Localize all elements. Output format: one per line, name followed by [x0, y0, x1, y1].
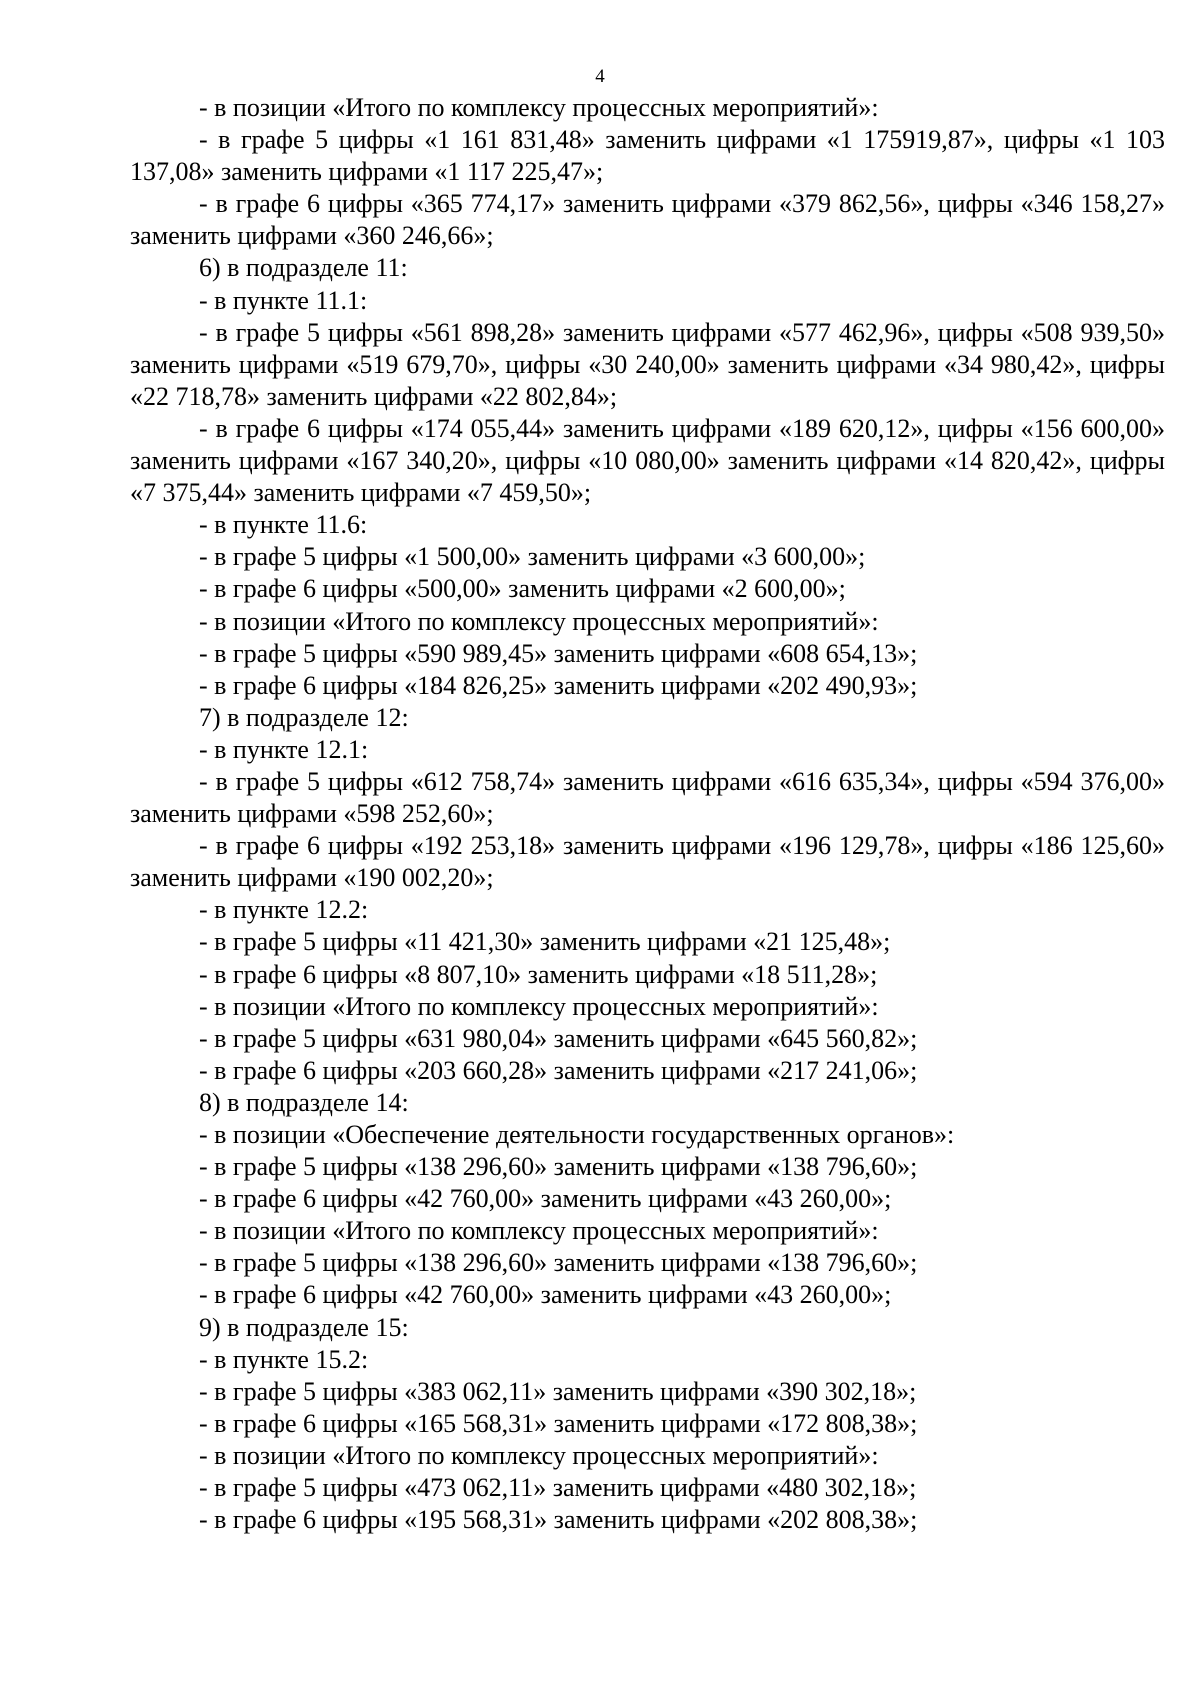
paragraph-graph6-amendment: - в графе 6 цифры «8 807,10» заменить цифрами «18 511,28»;: [199, 959, 878, 989]
paragraph-graph5-amendment: - в графе 5 цифры «1 161 831,48» заменить цифрами «1 175919,87», цифры «1 103 137,08» заменить цифрами «1 117 225,47»;: [130, 125, 1165, 187]
document-body: [130, 92, 1165, 1536]
paragraph-graph5-amendment: - в графе 5 цифры «631 980,04» заменить цифрами «645 560,82»;: [199, 1023, 918, 1053]
paragraph-graph5-amendment: - в графе 5 цифры «561 898,28» заменить цифрами «577 462,96», цифры «508 939,50» заменить цифрами «519 679,70», цифры «30 240,00» заменить цифрами «34 980,42», цифры «22 718,78» заменить цифрами «22 802,84»;: [130, 317, 1165, 411]
paragraph-graph5-amendment: - в графе 5 цифры «473 062,11» заменить цифрами «480 302,18»;: [199, 1473, 917, 1503]
paragraph-itogo-header: - в позиции «Итого по комплексу процессных мероприятий»:: [199, 1440, 879, 1470]
paragraph-itogo-header: - в позиции «Итого по комплексу процессных мероприятий»:: [199, 991, 879, 1021]
paragraph-graph5-amendment: - в графе 5 цифры «590 989,45» заменить цифрами «608 654,13»;: [199, 638, 918, 668]
paragraph-graph5-amendment: - в графе 5 цифры «1 500,00» заменить цифрами «3 600,00»;: [199, 542, 866, 572]
paragraph-subsection-heading: 7) в подразделе 12:: [199, 702, 409, 732]
paragraph-itogo-header: - в позиции «Итого по комплексу процессных мероприятий»:: [199, 93, 879, 122]
paragraph-item-heading: - в пункте 11.1:: [199, 285, 368, 315]
paragraph-graph6-amendment: - в графе 6 цифры «195 568,31» заменить цифрами «202 808,38»;: [199, 1505, 918, 1535]
paragraph-graph6-amendment: - в графе 6 цифры «365 774,17» заменить цифрами «379 862,56», цифры «346 158,27» заменить цифрами «360 246,66»;: [130, 189, 1165, 251]
paragraph-item-heading: - в пункте 15.2:: [199, 1344, 369, 1374]
paragraph-position-heading: - в позиции «Обеспечение деятельности государственных органов»:: [199, 1120, 955, 1149]
paragraph-subsection-heading: 6) в подразделе 11:: [199, 253, 408, 283]
paragraph-graph5-amendment: - в графе 5 цифры «612 758,74» заменить цифрами «616 635,34», цифры «594 376,00» заменить цифрами «598 252,60»;: [130, 766, 1165, 829]
paragraph-graph5-amendment: - в графе 5 цифры «138 296,60» заменить цифрами «138 796,60»;: [199, 1248, 918, 1278]
paragraph-graph6-amendment: - в графе 6 цифры «174 055,44» заменить цифрами «189 620,12», цифры «156 600,00» заменить цифрами «167 340,20», цифры «10 080,00» заменить цифрами «14 820,42», цифры «7 375,44» заменить цифрами «7 459,50»;: [130, 413, 1165, 508]
paragraph-graph6-amendment: - в графе 6 цифры «203 660,28» заменить цифрами «217 241,06»;: [199, 1055, 918, 1085]
paragraph-subsection-heading: 8) в подразделе 14:: [199, 1087, 409, 1117]
paragraph-graph6-amendment: - в графе 6 цифры «184 826,25» заменить цифрами «202 490,93»;: [199, 670, 918, 700]
paragraph-graph5-amendment: - в графе 5 цифры «383 062,11» заменить цифрами «390 302,18»;: [199, 1376, 917, 1406]
paragraph-subsection-heading: 9) в подразделе 15:: [199, 1312, 409, 1342]
paragraph-graph5-amendment: - в графе 5 цифры «11 421,30» заменить цифрами «21 125,48»;: [199, 927, 891, 957]
page-number: 4: [595, 66, 605, 87]
paragraph-graph6-amendment: - в графе 6 цифры «42 760,00» заменить цифрами «43 260,00»;: [199, 1184, 892, 1214]
paragraph-itogo-header: - в позиции «Итого по комплексу процессных мероприятий»:: [199, 1216, 879, 1246]
paragraph-itogo-header: - в позиции «Итого по комплексу процессных мероприятий»:: [199, 606, 879, 636]
paragraph-graph6-amendment: - в графе 6 цифры «500,00» заменить цифрами «2 600,00»;: [199, 574, 846, 604]
paragraph-graph6-amendment: - в графе 6 цифры «42 760,00» заменить цифрами «43 260,00»;: [199, 1280, 892, 1310]
paragraph-item-heading: - в пункте 12.1:: [199, 734, 369, 764]
paragraph-graph6-amendment: - в графе 6 цифры «165 568,31» заменить цифрами «172 808,38»;: [199, 1408, 918, 1438]
paragraph-graph6-amendment: - в графе 6 цифры «192 253,18» заменить цифрами «196 129,78», цифры «186 125,60» заменить цифрами «190 002,20»;: [130, 831, 1165, 893]
paragraph-item-heading: - в пункте 12.2:: [199, 895, 369, 925]
paragraph-graph5-amendment: - в графе 5 цифры «138 296,60» заменить цифрами «138 796,60»;: [199, 1152, 918, 1182]
paragraph-item-heading: - в пункте 11.6:: [199, 510, 368, 540]
